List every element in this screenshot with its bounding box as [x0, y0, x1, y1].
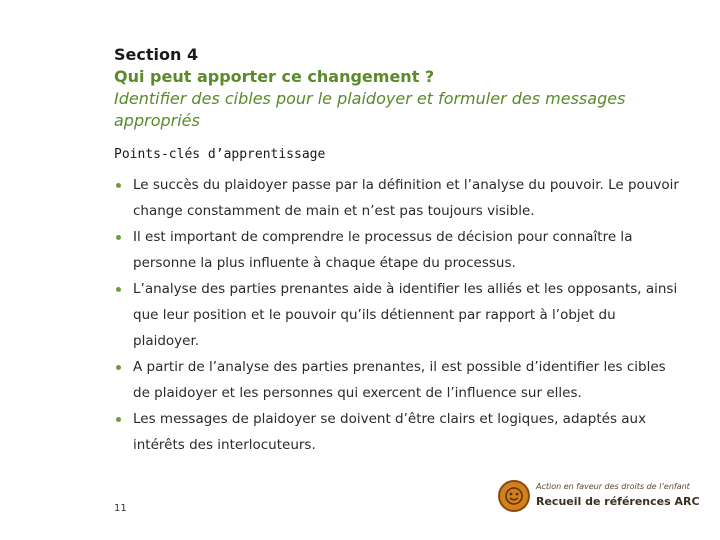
list-item: [114, 172, 684, 224]
arc-logo: [498, 480, 700, 516]
bullet-icon: [116, 365, 121, 370]
key-points-list: [114, 172, 684, 458]
bullet-icon: [116, 235, 121, 240]
section-title: Qui peut apporter ce changement ?: [114, 67, 435, 86]
list-item: [114, 406, 684, 458]
list-item-text: A partir de l’analyse des parties prenantes, il est possible d’identifier les cibles de plaidoyer et les personnes qui exercent de l’influence sur elles.: [133, 359, 666, 401]
logo-title: Recueil de références ARC: [536, 495, 700, 508]
list-item-text: Le succès du plaidoyer passe par la définition et l’analyse du pouvoir. Le pouvoir change constamment de main et n’est pas toujours visible.: [133, 177, 679, 219]
list-item: [114, 276, 684, 354]
list-item-text: Il est important de comprendre le processus de décision pour connaître la personne la plus influente à chaque étape du processus.: [133, 229, 633, 271]
list-item: [114, 354, 684, 406]
page-number: 11: [114, 503, 127, 514]
section-subtitle: Identifier des cibles pour le plaidoyer et formuler des messages appropriés: [114, 89, 626, 130]
list-item-text: Les messages de plaidoyer se doivent d’être clairs et logiques, adaptés aux intérêts des interlocuteurs.: [133, 411, 647, 453]
title-block: [114, 44, 674, 132]
points-heading: Points-clés d’apprentissage: [114, 147, 326, 162]
bullet-icon: [116, 183, 121, 188]
bullet-icon: [116, 287, 121, 292]
face-emblem-icon: [498, 480, 530, 512]
list-item: [114, 224, 684, 276]
bullet-icon: [116, 417, 121, 422]
logo-tagline: Action en faveur des droits de l’enfant: [536, 482, 690, 491]
section-label: Section 4: [114, 45, 199, 64]
list-item-text: L’analyse des parties prenantes aide à identifier les alliés et les opposants, ainsi que leur position et le pouvoir qu’ils détiennent par rapport à l’objet du plaidoyer.: [133, 281, 678, 349]
